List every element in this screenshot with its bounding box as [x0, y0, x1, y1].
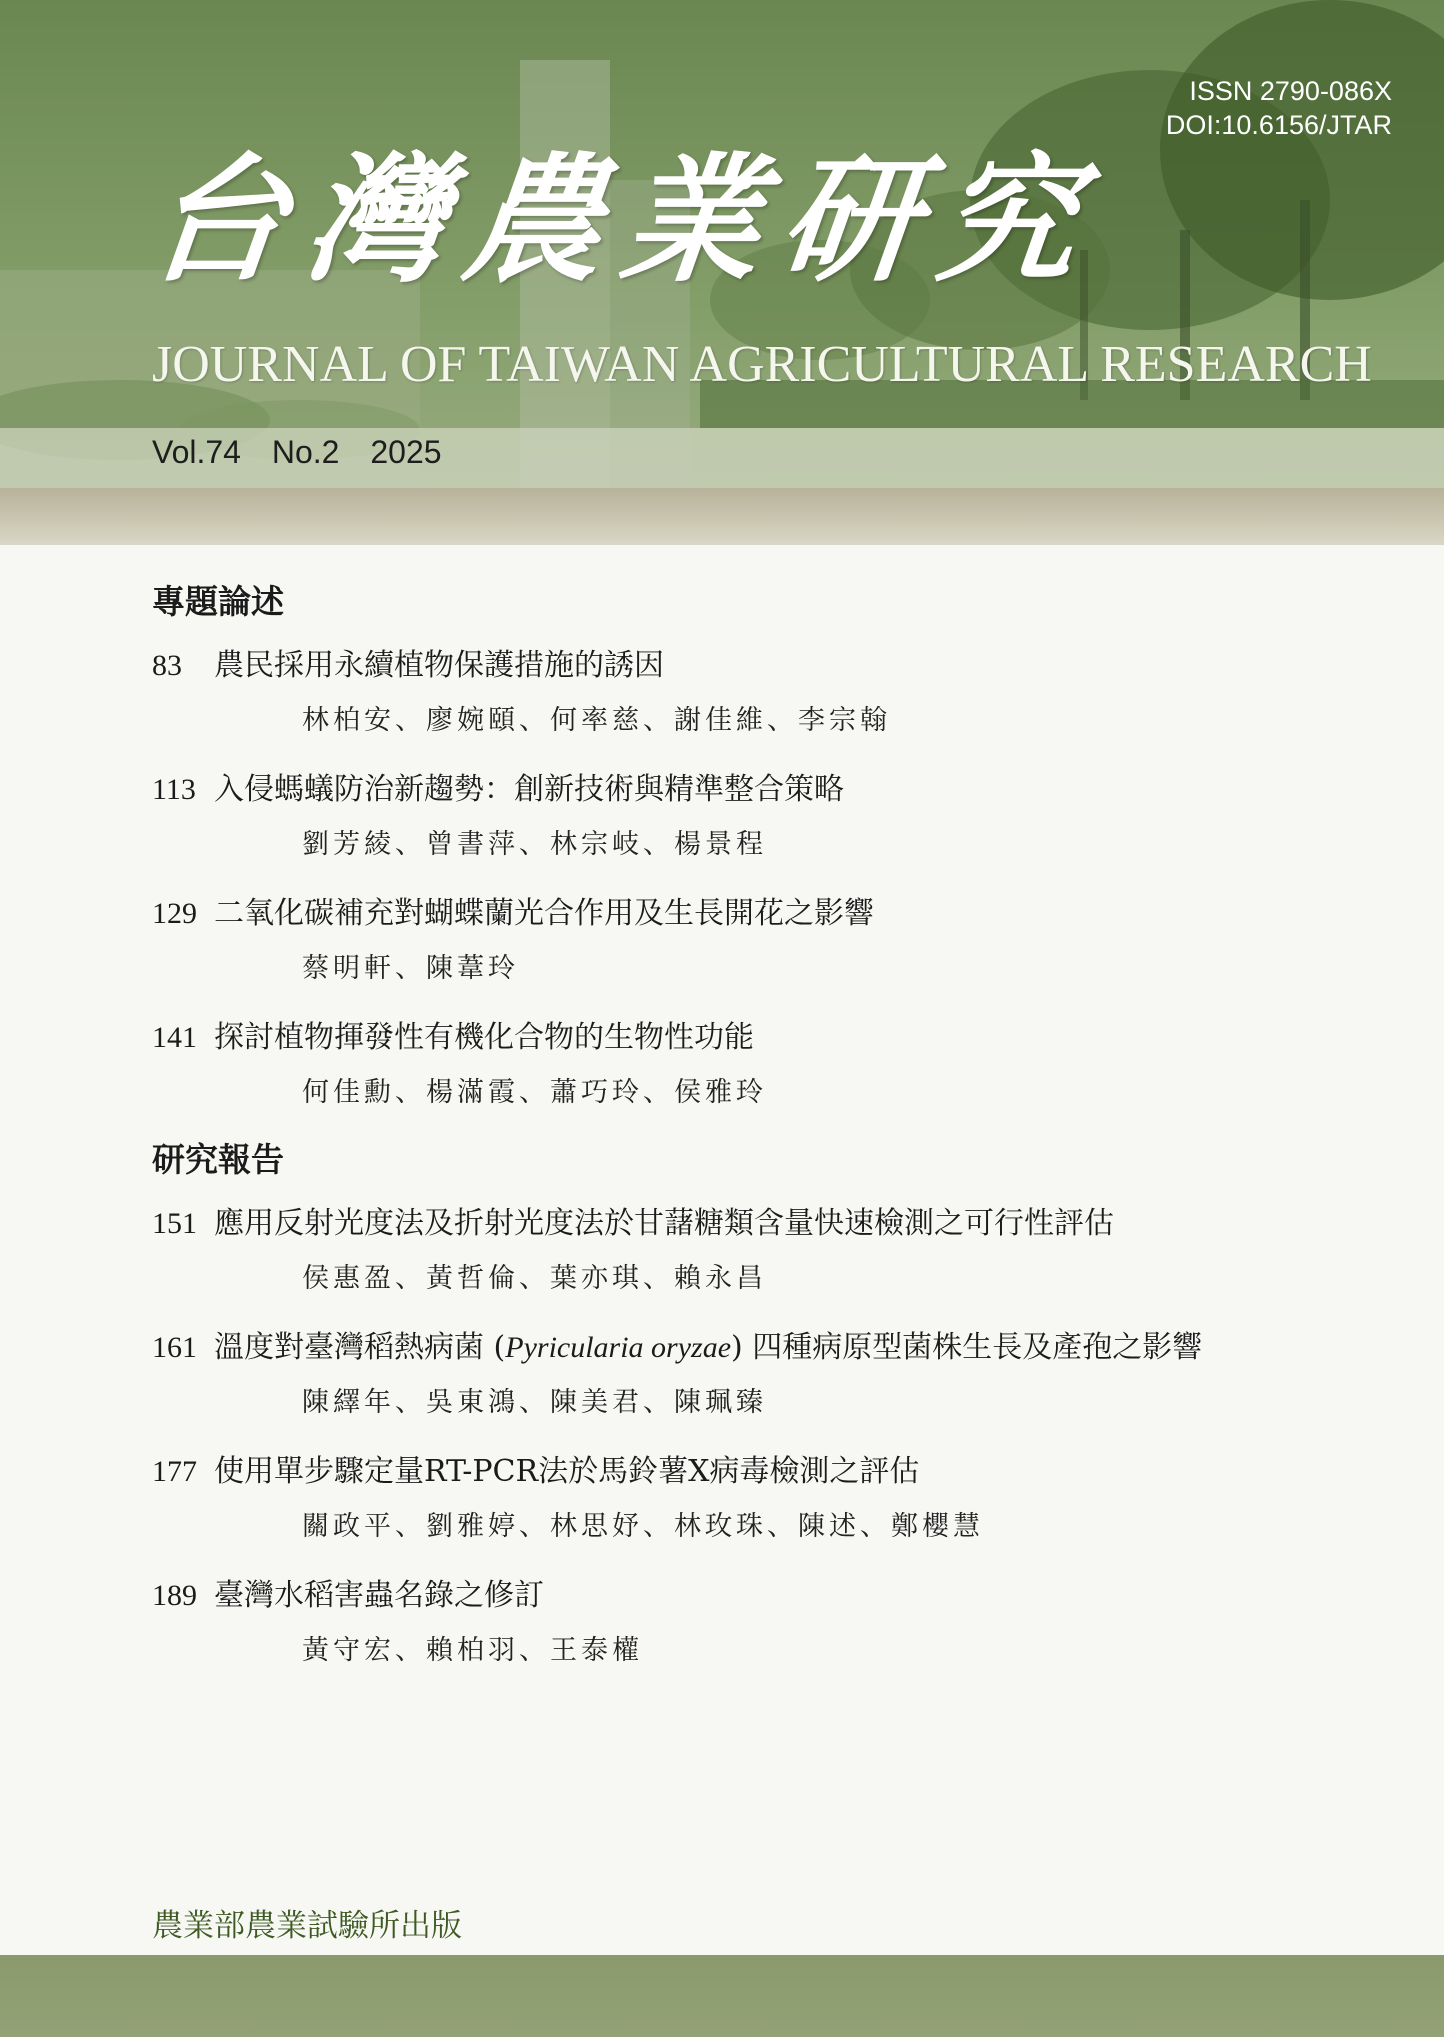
page-number: 83 — [152, 649, 182, 682]
publication-year: 2025 — [370, 434, 442, 470]
article-title: 探討植物揮發性有機化合物的生物性功能 — [214, 1020, 754, 1055]
issue-number: No.2 — [271, 434, 340, 470]
toc-entry[interactable] — [152, 1328, 1402, 1419]
page-number: 189 — [152, 1579, 197, 1612]
toc-entry[interactable] — [152, 1452, 1402, 1543]
article-authors: 關政平、劉雅婷、林思妤、林玫珠、陳述、鄭櫻慧 — [302, 1511, 984, 1542]
issn: ISSN 2790-086X — [1189, 76, 1392, 106]
section-heading-review: 專題論述 — [152, 582, 284, 621]
article-authors: 林柏安、廖婉頤、何率慈、謝佳維、李宗翰 — [302, 705, 891, 736]
article-title: 臺灣水稻害蟲名錄之修訂 — [214, 1578, 544, 1613]
section-heading-research: 研究報告 — [152, 1140, 284, 1179]
page-number: 151 — [152, 1207, 197, 1240]
issn-doi-block — [1166, 74, 1392, 142]
toc-entry[interactable] — [152, 1576, 1402, 1667]
article-authors: 何佳勳、楊滿霞、蕭巧玲、侯雅玲 — [302, 1077, 767, 1108]
cover-banner — [0, 0, 1444, 545]
page-number: 161 — [152, 1331, 197, 1364]
article-title: 溫度對臺灣稻熱病菌 (Pyricularia oryzae) 四種病原型菌株生長及產孢之影響 — [214, 1330, 1203, 1365]
article-title: 入侵螞蟻防治新趨勢：創新技術與精準整合策略 — [214, 772, 844, 807]
journal-title-english: JOURNAL OF TAIWAN AGRICULTURAL RESEARCH — [152, 336, 1372, 393]
journal-title-chinese: 台灣農業研究 — [140, 138, 1106, 301]
article-authors: 黃守宏、賴柏羽、王泰權 — [302, 1635, 643, 1666]
toc-entry[interactable] — [152, 646, 1402, 737]
article-title: 使用單步驟定量RT-PCR法於馬鈴薯X病毒檢測之評估 — [214, 1454, 920, 1489]
article-title: 應用反射光度法及折射光度法於甘藷糖類含量快速檢測之可行性評估 — [214, 1206, 1114, 1241]
volume-number: Vol.74 — [152, 434, 241, 470]
footer-band — [0, 1955, 1444, 2037]
toc-entry[interactable] — [152, 1204, 1402, 1295]
publisher-line: 農業部農業試驗所出版 — [152, 1908, 462, 1944]
page-number: 141 — [152, 1021, 197, 1054]
article-authors: 侯惠盈、黃哲倫、葉亦琪、賴永昌 — [302, 1263, 767, 1294]
road-strip — [0, 488, 1444, 545]
article-title: 二氧化碳補充對蝴蝶蘭光合作用及生長開花之影響 — [214, 896, 874, 931]
toc-entry[interactable] — [152, 770, 1402, 861]
volume-info — [152, 434, 464, 471]
toc-entry[interactable] — [152, 894, 1402, 985]
toc-entry[interactable] — [152, 1018, 1402, 1109]
page-number: 129 — [152, 897, 197, 930]
page-number: 113 — [152, 773, 196, 806]
page-number: 177 — [152, 1455, 197, 1488]
species-name: Pyricularia oryzae — [505, 1331, 732, 1364]
article-authors: 蔡明軒、陳葦玲 — [302, 953, 519, 984]
doi: DOI:10.6156/JTAR — [1165, 110, 1392, 140]
article-authors: 劉芳綾、曾書萍、林宗岐、楊景程 — [302, 829, 767, 860]
article-authors: 陳繹年、吳東鴻、陳美君、陳珮臻 — [302, 1387, 767, 1418]
article-title: 農民採用永續植物保護措施的誘因 — [214, 648, 664, 683]
